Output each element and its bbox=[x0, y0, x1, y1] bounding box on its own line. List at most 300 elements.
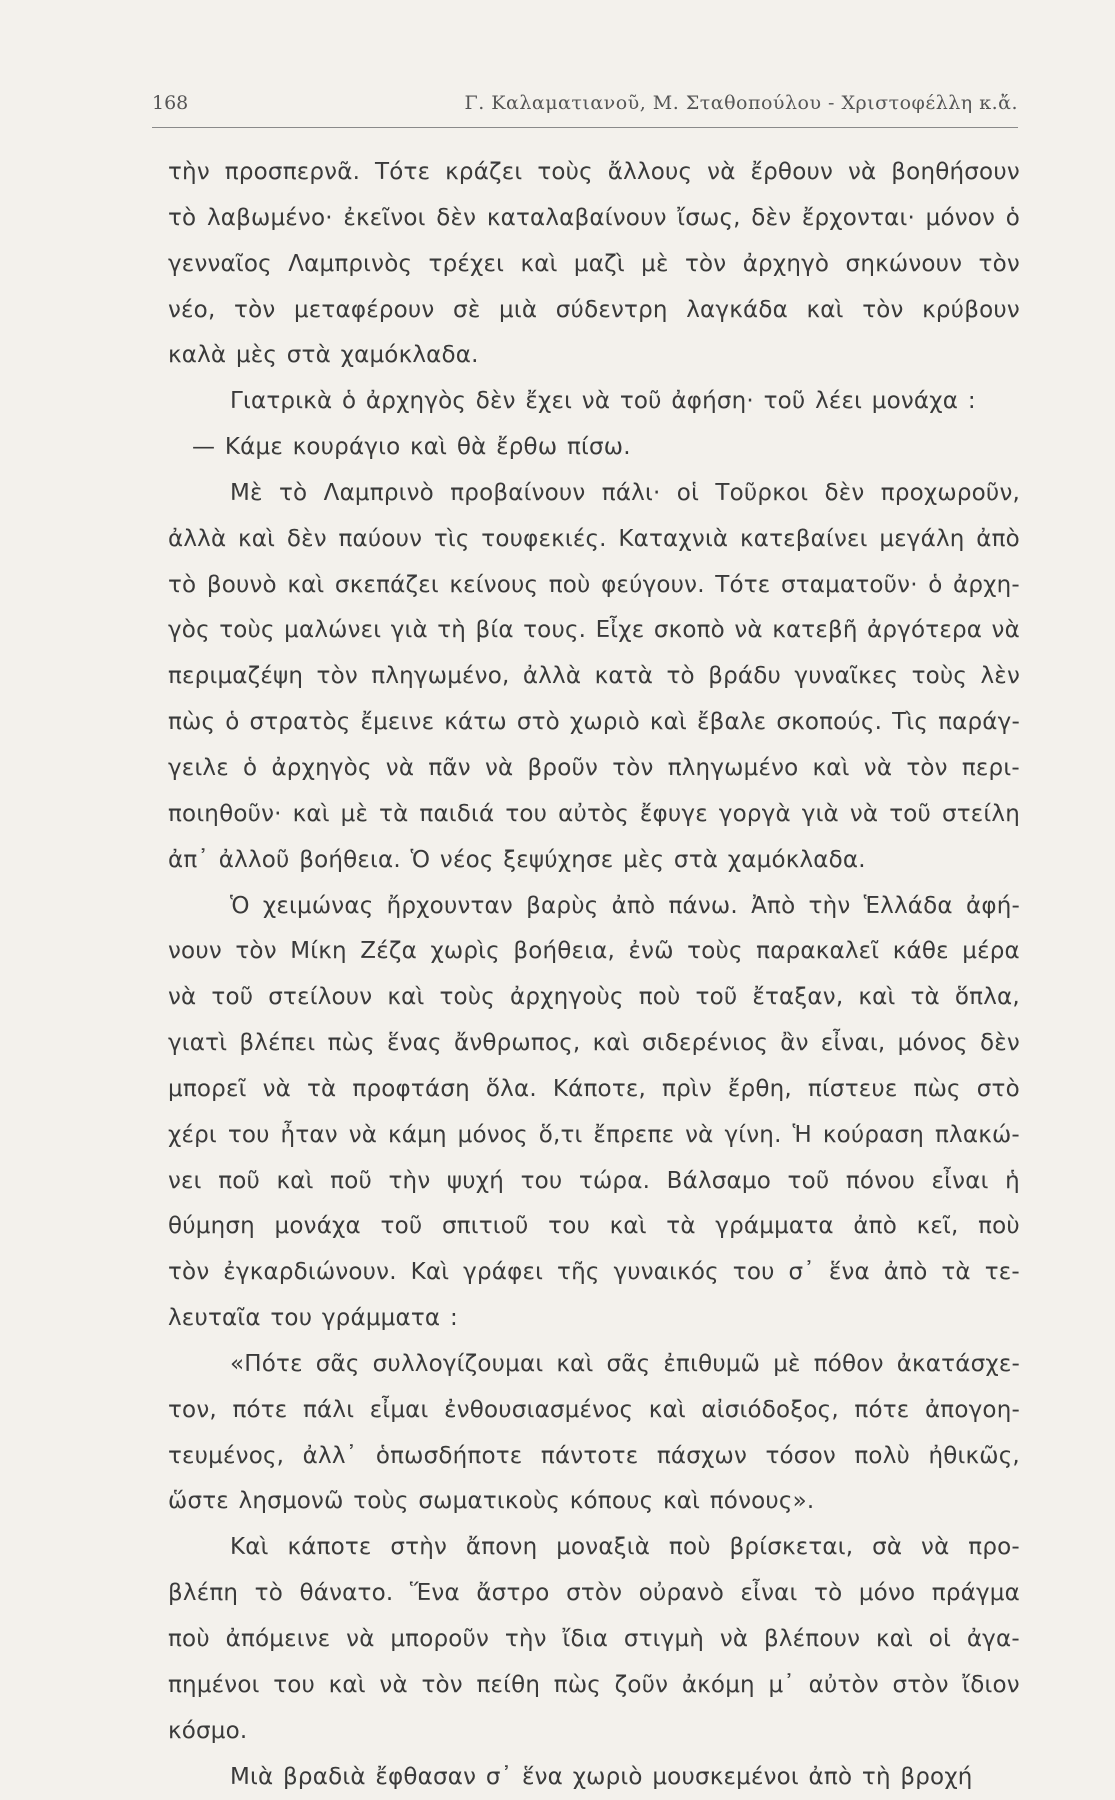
word: ἔφθασαν bbox=[375, 1763, 477, 1790]
word: τὰ bbox=[910, 984, 940, 1011]
header-rule bbox=[152, 127, 1018, 128]
word: τον, bbox=[168, 1396, 217, 1423]
text-line bbox=[168, 1525, 1020, 1571]
word: ἔταξαν, bbox=[752, 984, 844, 1011]
word: χαμόκλαδα. bbox=[340, 342, 479, 369]
word: ἔρθω bbox=[496, 434, 558, 461]
word: κουράγιο bbox=[292, 434, 401, 461]
word: τὸ bbox=[814, 1580, 843, 1607]
word: τοὺς bbox=[537, 159, 593, 185]
text-line bbox=[168, 929, 1020, 975]
word: παρακαλεῖ bbox=[756, 938, 880, 965]
word: περι- bbox=[961, 754, 1020, 781]
word: Μίκη bbox=[290, 938, 347, 965]
word: πράγμα bbox=[931, 1580, 1020, 1607]
word: «Πότε bbox=[230, 1350, 303, 1377]
word: παράγ- bbox=[938, 709, 1020, 736]
text-line bbox=[168, 1067, 1020, 1113]
word: : bbox=[449, 1305, 458, 1332]
word: γράφει bbox=[463, 1259, 544, 1286]
word: πημένοι bbox=[168, 1671, 260, 1698]
word: καὶ bbox=[328, 1671, 366, 1698]
word: γειλε bbox=[168, 754, 229, 781]
word: Τότε bbox=[375, 159, 431, 185]
word: πάνω. bbox=[668, 892, 738, 919]
page-header bbox=[152, 92, 1018, 124]
word: ἀκόμη bbox=[681, 1671, 755, 1698]
word: τευμένος, bbox=[168, 1442, 285, 1469]
word: τὸν bbox=[316, 663, 358, 690]
word: τώρα. bbox=[578, 1167, 651, 1194]
word: χειμώνας bbox=[262, 892, 374, 919]
word: νέος bbox=[439, 846, 494, 873]
word: νὰ bbox=[168, 984, 197, 1011]
word: χωρὶς bbox=[430, 938, 500, 965]
word: μονάχα bbox=[274, 1213, 361, 1240]
word: τὸν bbox=[612, 754, 654, 781]
word: δὲν bbox=[824, 479, 865, 506]
text-line bbox=[168, 975, 1020, 1021]
word: ὁ bbox=[243, 754, 258, 781]
word: βλέπη bbox=[168, 1580, 239, 1607]
word: ἐνθουσιασμένος bbox=[444, 1396, 634, 1423]
word: πολὺ bbox=[854, 1442, 911, 1469]
word: προχωροῦν, bbox=[880, 479, 1020, 506]
word: του bbox=[227, 1121, 270, 1148]
word: παύουν bbox=[338, 525, 423, 552]
word: νὰ bbox=[719, 1626, 749, 1652]
word: φεύγουν. bbox=[601, 571, 705, 598]
word: λέει bbox=[815, 388, 863, 415]
text-line bbox=[168, 379, 1020, 425]
word: γοργὰ bbox=[718, 800, 791, 827]
word: τὰ bbox=[379, 800, 409, 827]
word: αὐτὸν bbox=[808, 1671, 879, 1698]
word: κατὰ bbox=[594, 663, 654, 690]
word: μέρα bbox=[962, 938, 1020, 965]
word: βοηθήσουν bbox=[891, 159, 1020, 185]
word: μποροῦν bbox=[390, 1626, 490, 1652]
word: εἶναι bbox=[740, 1580, 798, 1607]
word: στὸ bbox=[516, 709, 560, 736]
word: ἦταν bbox=[280, 1121, 338, 1148]
word: δὲν bbox=[475, 388, 516, 415]
word: μὲς bbox=[235, 342, 278, 369]
word: οἱ bbox=[676, 479, 700, 506]
word: Βάλσαμο bbox=[666, 1167, 772, 1194]
word: ἴδια bbox=[562, 1626, 609, 1652]
word: ἀπ᾽ bbox=[168, 846, 210, 873]
word: τὴν bbox=[504, 1626, 547, 1652]
word: βοήθεια, bbox=[513, 938, 616, 965]
word: πὼς bbox=[327, 1030, 375, 1057]
word: κούραση bbox=[822, 1121, 925, 1148]
word: ἔμεινε bbox=[360, 709, 435, 736]
word: πόνου bbox=[845, 1167, 916, 1194]
word: : bbox=[967, 388, 976, 415]
word: τὶς bbox=[433, 525, 470, 552]
word: καὶ bbox=[662, 1488, 701, 1515]
word: καλὰ bbox=[168, 342, 227, 369]
word: κρύβουν bbox=[922, 296, 1020, 323]
word: οἱ bbox=[928, 1626, 952, 1652]
word: νὰ bbox=[849, 800, 879, 827]
word: τὸ bbox=[168, 204, 197, 231]
word: λευταῖα bbox=[168, 1305, 261, 1332]
word: ἄπονη bbox=[465, 1534, 538, 1561]
word: τοὺς bbox=[687, 938, 743, 965]
word: Ὁ bbox=[230, 892, 250, 919]
word: ψυχή bbox=[446, 1167, 505, 1194]
word: προβαίνουν bbox=[450, 479, 586, 506]
text-line bbox=[168, 1663, 1020, 1709]
word: κράζει bbox=[445, 159, 523, 185]
word: στείλη bbox=[941, 800, 1020, 827]
word: βρίσκεται, bbox=[729, 1534, 854, 1561]
word: νὰ bbox=[348, 1121, 378, 1148]
word: σταματοῦν· bbox=[780, 571, 918, 598]
text-line bbox=[168, 838, 1020, 884]
word: δὲν bbox=[286, 525, 327, 552]
word: τὴν bbox=[168, 159, 210, 185]
word: τους. bbox=[523, 617, 587, 644]
word: ἀπὸ bbox=[853, 1213, 897, 1240]
word: του bbox=[548, 1213, 590, 1240]
word: τὸν bbox=[862, 296, 904, 323]
word: σπιτιοῦ bbox=[441, 1213, 529, 1240]
word: τὸν bbox=[168, 1259, 210, 1286]
word: καὶ bbox=[609, 1213, 647, 1240]
word: τοὺς bbox=[353, 1488, 409, 1515]
word: Ἕνα bbox=[409, 1580, 460, 1607]
word: συλλογίζουμαι bbox=[372, 1350, 544, 1377]
word: προ- bbox=[968, 1534, 1020, 1561]
word: στὸ bbox=[976, 1075, 1020, 1102]
word: βοήθεια. bbox=[299, 846, 401, 873]
word: πᾶν bbox=[428, 754, 471, 781]
word: τοὺς bbox=[219, 617, 275, 644]
word: ποὺ bbox=[668, 1534, 711, 1561]
word: στὸν bbox=[892, 1671, 949, 1698]
word: πόθον bbox=[813, 1350, 884, 1377]
word: ποῦ bbox=[330, 1167, 372, 1194]
word: τὸν bbox=[234, 296, 276, 323]
text-line bbox=[168, 288, 1020, 334]
word: καὶ bbox=[812, 754, 850, 781]
word: καὶ bbox=[806, 296, 844, 323]
word: νὰ bbox=[991, 617, 1020, 644]
text-line bbox=[168, 1296, 1020, 1342]
word: τὴν bbox=[388, 1167, 431, 1194]
word: μὲ bbox=[641, 250, 669, 277]
text-line bbox=[168, 1021, 1020, 1067]
word: ἔρθη, bbox=[727, 1075, 792, 1102]
word: ὅλα. bbox=[485, 1075, 537, 1102]
word: ἀρχηγοὺς bbox=[509, 984, 624, 1011]
word: του bbox=[520, 1167, 563, 1194]
word: τὰ bbox=[941, 1259, 971, 1286]
word: Ἑλλάδα bbox=[863, 892, 953, 919]
word: χωριὸ bbox=[569, 709, 640, 736]
word: Ἡ bbox=[792, 1121, 812, 1148]
word: καὶ bbox=[858, 984, 896, 1011]
word: Μιὰ bbox=[230, 1763, 274, 1790]
word: ποῦ bbox=[218, 1167, 261, 1194]
word: μοναξιὰ bbox=[556, 1534, 651, 1561]
word: μεγάλη bbox=[879, 525, 965, 552]
word: σηκώνουν bbox=[845, 250, 963, 277]
word: ἕνας bbox=[387, 1030, 442, 1057]
word: σ᾽ bbox=[485, 1763, 513, 1790]
word: νὰ bbox=[863, 754, 893, 781]
word: τὴν bbox=[808, 892, 851, 919]
word: καὶ bbox=[592, 1030, 630, 1057]
word: τὸ bbox=[279, 479, 308, 506]
word: τόσον bbox=[765, 1442, 836, 1469]
word: Εἶχε bbox=[595, 617, 645, 644]
word: ἐκεῖνοι bbox=[343, 204, 426, 231]
word: Ὁ bbox=[410, 846, 431, 873]
word: σᾶς bbox=[315, 1350, 360, 1377]
text-line bbox=[168, 1709, 1020, 1755]
word: βράδυ bbox=[708, 663, 782, 690]
word: ἀπὸ bbox=[808, 1763, 853, 1790]
word: πὼς bbox=[913, 1075, 961, 1102]
word: Τοῦρκοι bbox=[715, 479, 809, 506]
word: του bbox=[270, 1305, 313, 1332]
word: πλακώ- bbox=[935, 1121, 1020, 1148]
word: ὅπλα, bbox=[954, 984, 1020, 1011]
word: αἰσιόδοξος, bbox=[701, 1396, 839, 1423]
text-line bbox=[168, 196, 1020, 242]
word: δὲν bbox=[436, 204, 477, 231]
word: λαγκάδα bbox=[686, 296, 788, 323]
word: τοὺς bbox=[911, 663, 968, 690]
word: θὰ bbox=[456, 434, 487, 461]
word: δὲν bbox=[751, 204, 792, 231]
word: κατεβῆ bbox=[772, 617, 858, 644]
word: βραδιὰ bbox=[283, 1763, 366, 1790]
word: μαλώνει bbox=[284, 617, 382, 644]
word: καταλαβαίνουν bbox=[486, 204, 667, 231]
word: τρέχει bbox=[428, 250, 505, 277]
word: τοῦ bbox=[211, 984, 254, 1011]
text-line bbox=[168, 1617, 1020, 1663]
word: τουφεκιές. bbox=[481, 525, 607, 552]
word: Μὲ bbox=[230, 479, 263, 506]
word: βλέπουν bbox=[763, 1626, 861, 1652]
word: μόνος bbox=[897, 1030, 968, 1057]
word: ἔρθουν bbox=[750, 159, 834, 185]
word: νει bbox=[168, 1167, 202, 1194]
word: ἤρχουνταν bbox=[386, 892, 513, 919]
word: στιγμὴ bbox=[623, 1626, 705, 1652]
word: νὰ bbox=[921, 1534, 950, 1561]
word: ἀφή- bbox=[965, 892, 1020, 919]
word: καὶ bbox=[276, 1167, 314, 1194]
word: ἀλλὰ bbox=[168, 525, 227, 552]
word: τὸ bbox=[254, 1580, 283, 1607]
word: ὁ bbox=[225, 709, 240, 736]
word: ἀρχηγὸς bbox=[271, 754, 372, 781]
word: γράμματα bbox=[715, 1213, 834, 1240]
word: ἄλλους bbox=[607, 159, 693, 185]
word: ἀρχηγὸ bbox=[742, 250, 830, 277]
word: Ἀπὸ bbox=[751, 892, 796, 919]
word: θύμηση bbox=[168, 1213, 255, 1240]
word: ἀλλὰ bbox=[522, 663, 582, 690]
text-line bbox=[168, 1571, 1020, 1617]
word: τὸ bbox=[168, 571, 197, 598]
word: στὰ bbox=[673, 846, 719, 873]
word: σκοπὸ bbox=[653, 617, 725, 644]
word: τὴ bbox=[861, 1763, 891, 1790]
word: βλέπει bbox=[239, 1030, 316, 1057]
running-head: Γ. Καλαματιανοῦ, Μ. Σταθοπούλου - Χριστοφέλλη κ.ἄ. bbox=[464, 92, 1018, 114]
word: ζοῦν bbox=[614, 1671, 669, 1698]
word: εἶμαι bbox=[369, 1396, 429, 1423]
word: τοῦ bbox=[619, 388, 662, 415]
word: ποὺ bbox=[978, 1213, 1020, 1240]
word: νέο, bbox=[168, 296, 216, 323]
word: πὼς bbox=[553, 1671, 602, 1698]
word: κάτω bbox=[444, 709, 507, 736]
word: πότε bbox=[232, 1396, 288, 1423]
word: ἀλλ᾽ bbox=[302, 1442, 358, 1469]
word: βαρὺς bbox=[526, 892, 599, 919]
word: ἕνα bbox=[828, 1259, 870, 1286]
word: πὼς bbox=[168, 709, 216, 736]
word: σωματικοὺς bbox=[418, 1488, 561, 1515]
word: ἔπρεπε bbox=[593, 1121, 675, 1148]
word: ὁ bbox=[341, 388, 357, 415]
word: οὐρανὸ bbox=[638, 1580, 724, 1607]
word: ἡ bbox=[1005, 1167, 1020, 1194]
word: προσπερνᾶ. bbox=[224, 159, 361, 185]
word: ἂν bbox=[780, 1030, 809, 1057]
word: ἀγα- bbox=[966, 1626, 1020, 1652]
word: εἶναι bbox=[931, 1167, 989, 1194]
text-line bbox=[168, 1342, 1020, 1388]
text-line bbox=[168, 1388, 1020, 1434]
word: δὲν bbox=[979, 1030, 1020, 1057]
word: ποὺ bbox=[548, 571, 591, 598]
word: λὲν bbox=[980, 663, 1020, 690]
word: σκοπούς. bbox=[776, 709, 883, 736]
word: ἔβαλε bbox=[697, 709, 767, 736]
word: σκεπάζει bbox=[334, 571, 439, 598]
word: μ᾽ bbox=[768, 1671, 795, 1698]
word: ἄνθρωπος, bbox=[453, 1030, 581, 1057]
word: ἀρχη- bbox=[952, 571, 1020, 598]
word: καὶ bbox=[648, 1396, 686, 1423]
text-line bbox=[168, 884, 1020, 930]
word: νὰ bbox=[685, 1121, 714, 1148]
word: Τὶς bbox=[892, 709, 929, 736]
text-line bbox=[168, 654, 1020, 700]
word: τοῦ bbox=[889, 800, 932, 827]
word: ποὺ bbox=[168, 1626, 210, 1652]
word: βουνὸ bbox=[206, 571, 277, 598]
text-line bbox=[168, 1204, 1020, 1250]
word: χωριὸ bbox=[572, 1763, 643, 1790]
word: ἕνα bbox=[521, 1763, 564, 1790]
word: ἀπὸ bbox=[883, 1259, 928, 1286]
word: προφτάση bbox=[352, 1075, 470, 1102]
page-number: 168 bbox=[152, 92, 189, 114]
word: νὰ bbox=[484, 754, 514, 781]
word: ἴσως, bbox=[677, 204, 741, 231]
word: καὶ bbox=[292, 800, 330, 827]
word: μεταφέρουν bbox=[293, 296, 435, 323]
text-line bbox=[168, 700, 1020, 746]
word: κεῖ, bbox=[916, 1213, 959, 1240]
word: τὸν bbox=[235, 938, 277, 965]
word: μπορεῖ bbox=[168, 1075, 247, 1102]
word: τοὺς bbox=[439, 984, 495, 1011]
word: κάμη bbox=[388, 1121, 447, 1148]
word: ἀλλοῦ bbox=[218, 846, 290, 873]
word: σὲ bbox=[453, 296, 481, 323]
word: γυναικός bbox=[613, 1259, 719, 1286]
word: πίσω. bbox=[566, 434, 631, 461]
word: τὰ bbox=[307, 1075, 337, 1102]
word: αὐτὸς bbox=[558, 800, 629, 827]
text-line bbox=[168, 1479, 1020, 1525]
word: ἀκατάσχε- bbox=[896, 1350, 1020, 1377]
word: γιὰ bbox=[801, 800, 839, 827]
word: ἄστρο bbox=[476, 1580, 550, 1607]
text-line bbox=[168, 1755, 1020, 1800]
word: μὲς bbox=[623, 846, 665, 873]
word: ξεψύχησε bbox=[503, 846, 614, 873]
word: Γιατρικὰ bbox=[230, 388, 333, 415]
word: μὲ bbox=[773, 1350, 801, 1377]
word: πάλι· bbox=[601, 479, 661, 506]
word: Λαμπρινὸ bbox=[323, 479, 434, 506]
word: μὲ bbox=[340, 800, 369, 827]
word: μόνον bbox=[925, 204, 996, 231]
word: μιὰ bbox=[499, 296, 538, 323]
word: τοῦ bbox=[787, 1167, 830, 1194]
word: καὶ bbox=[520, 250, 558, 277]
word: ἠθικῶς, bbox=[928, 1442, 1020, 1469]
word: στὸν bbox=[566, 1580, 623, 1607]
word: τὸν bbox=[906, 754, 948, 781]
word: τὸν bbox=[684, 250, 727, 277]
word: ὥστε bbox=[168, 1488, 229, 1515]
word: βροῦν bbox=[527, 754, 599, 781]
word: νὰ bbox=[581, 388, 611, 415]
word: νὰ bbox=[847, 159, 877, 185]
word: Τότε bbox=[715, 571, 771, 598]
word: στείλουν bbox=[268, 984, 373, 1011]
word: γιὰ bbox=[390, 617, 428, 644]
word: καὶ bbox=[556, 1350, 594, 1377]
word: ὅ,τι bbox=[538, 1121, 583, 1148]
word: τὸ bbox=[666, 663, 695, 690]
word: νὰ bbox=[734, 617, 763, 644]
word: κάθε bbox=[892, 938, 949, 965]
word: του bbox=[505, 800, 548, 827]
word: πότε bbox=[854, 1396, 910, 1423]
word: κάποτε bbox=[287, 1534, 372, 1561]
word: Κάμε bbox=[224, 434, 283, 461]
word: — bbox=[192, 434, 216, 461]
word: Ζέζα bbox=[360, 938, 417, 965]
word: ἀπογοη- bbox=[924, 1396, 1020, 1423]
word: νὰ bbox=[346, 1626, 375, 1652]
